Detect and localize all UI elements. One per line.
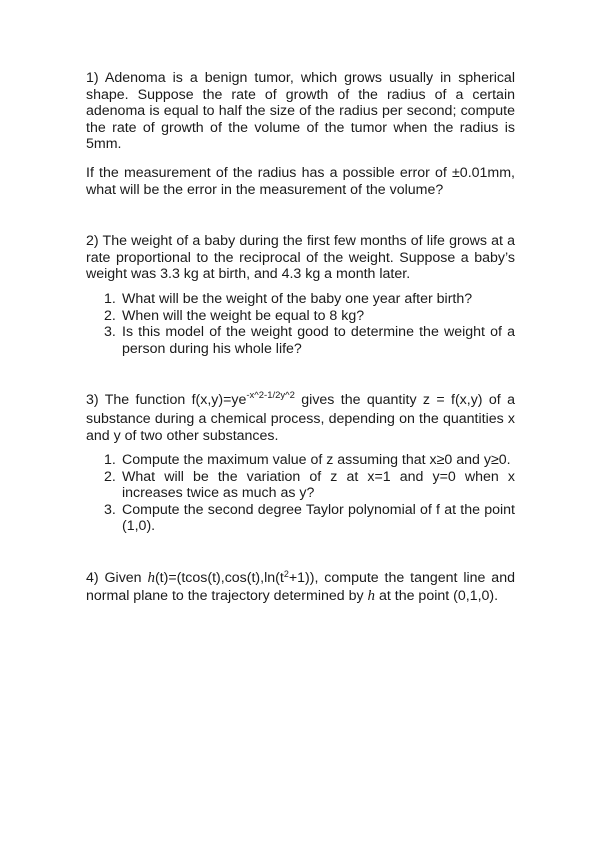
item-text: What will be the weight of the baby one year after birth?	[122, 290, 473, 307]
function-definition: The function f(x,y)=ye	[104, 392, 247, 409]
problem-4	[86, 570, 515, 604]
list-item	[86, 324, 515, 357]
problem-1-statement	[86, 70, 515, 153]
function-definition: (t)=(tcos(t),cos(t),ln(t	[154, 570, 284, 587]
function-exponent: -x^2-1/2y^2	[246, 390, 295, 402]
problem-2-questions	[86, 291, 515, 357]
list-item	[86, 291, 515, 308]
function-name: h	[367, 587, 376, 604]
item-text: Is this model of the weight good to determine the weight of a person during his whole life?	[122, 324, 515, 357]
problem-text: +1)), compute the tangent line and normal plane to the trajectory determined by	[86, 570, 515, 604]
problem-number: 3)	[86, 392, 99, 409]
given-label: Given	[104, 570, 148, 587]
squared-exponent: 2	[283, 569, 289, 580]
problem-number: 4)	[86, 570, 99, 587]
problem-text-tail: at the point (0,1,0).	[375, 587, 499, 604]
problem-2	[86, 233, 515, 357]
item-number: 1.	[104, 290, 116, 307]
problem-1-followup: If the measurement of the radius has a possible error of ±0.01mm, what will be the error in the measurement of the volume?	[86, 164, 515, 198]
list-item	[86, 308, 515, 325]
item-number: 2.	[104, 468, 116, 485]
item-text: When will the weight be equal to 8 kg?	[122, 307, 365, 324]
item-text: Compute the maximum value of z assuming that x≥0 and y≥0.	[122, 452, 511, 469]
problem-text: Adenoma is a benign tumor, which grows usually in spherical shape. Suppose the rate of growth of the radius of a certain adenoma is equal to half the size of the radius per second; compute the rate of growth of the volume of the tumor when the radius is 5mm.	[86, 70, 515, 153]
document-page	[86, 70, 515, 604]
item-text: What will be the variation of z at x=1 and y=0 when x increases twice as much as y?	[122, 468, 515, 502]
problem-number: 2)	[86, 233, 99, 250]
problem-2-statement	[86, 233, 515, 283]
problem-3	[86, 392, 515, 535]
item-text: Compute the second degree Taylor polynomial of f at the point (1,0).	[122, 501, 515, 535]
problem-4-statement	[86, 570, 515, 604]
problem-3-statement	[86, 392, 515, 444]
function-name: h	[147, 570, 155, 587]
problem-1	[86, 70, 515, 198]
list-item	[86, 502, 515, 535]
list-item	[86, 452, 515, 469]
problem-3-questions	[86, 452, 515, 535]
list-item	[86, 469, 515, 502]
problem-text: gives the quantity z = f(x,y) of a substance during a chemical process, depending on the quantities x and y of two other substances.	[86, 392, 515, 444]
item-number: 3.	[104, 324, 116, 341]
item-number: 1.	[104, 452, 116, 469]
item-number: 3.	[104, 501, 116, 518]
item-number: 2.	[104, 307, 116, 324]
problem-text: The weight of a baby during the first few months of life grows at a rate proportional to the reciprocal of the weight. Suppose a baby’s weight was 3.3 kg at birth, and 4.3 kg a month later.	[86, 233, 515, 283]
problem-number: 1)	[86, 70, 99, 86]
